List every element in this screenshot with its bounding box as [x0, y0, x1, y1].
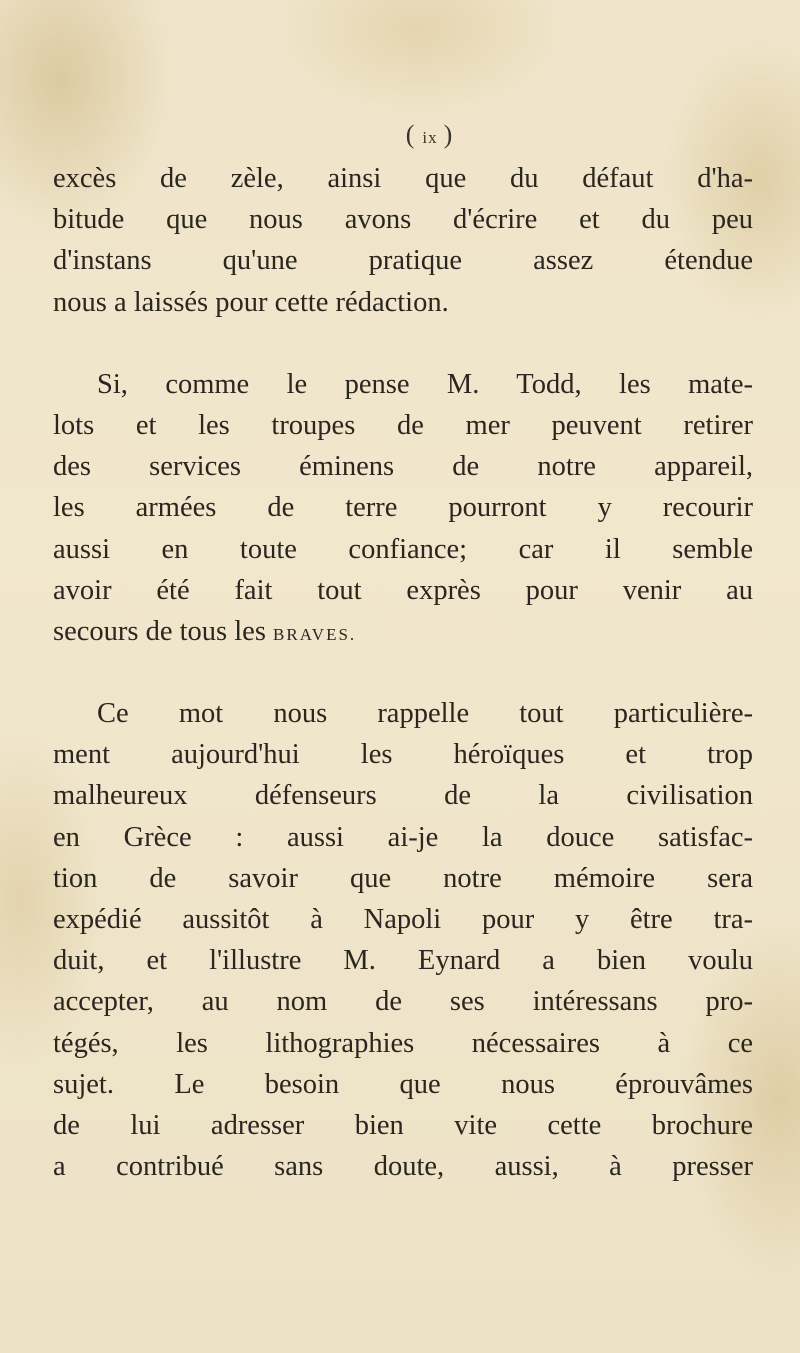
text-line: les armées de terre pourront y recourir — [53, 492, 753, 524]
text-line: des services éminens de notre appareil, — [53, 451, 753, 483]
text-line: bitude que nous avons d'écrire et du peu — [53, 204, 753, 236]
text-line — [53, 611, 753, 652]
text-line: en Grèce : aussi ai-je la douce satisfac- — [53, 821, 753, 853]
text-line: Ce mot nous rappelle tout particulière- — [97, 698, 753, 730]
text-line: ment aujourd'hui les héroïques et trop — [53, 739, 753, 771]
page-number-close-paren: ) — [443, 120, 455, 149]
body-text — [53, 158, 753, 1187]
text-line: a contribué sans doute, aussi, à presser — [53, 1151, 753, 1183]
text-line: malheureux défenseurs de la civilisation — [53, 780, 753, 812]
paragraph-1 — [53, 158, 753, 323]
text-line: aussi en toute confiance; car il semble — [53, 533, 753, 565]
text-line: duit, et l'illustre M. Eynard a bien voulu — [53, 945, 753, 977]
text-line: expédié aussitôt à Napoli pour y être tra- — [53, 904, 753, 935]
page-number-roman: ix — [422, 128, 438, 147]
text-line: d'instans qu'une pratique assez étendue — [53, 245, 753, 277]
text-line: accepter, au nom de ses intéressans pro- — [53, 986, 753, 1018]
text-line: nous a laissés pour cette rédaction. — [53, 286, 449, 318]
text-line: tégés, les lithographies nécessaires à ce — [53, 1027, 753, 1059]
text-line: tion de savoir que notre mémoire sera — [53, 862, 753, 894]
text-line: de lui adresser bien vite cette brochure — [53, 1109, 753, 1141]
paragraph-2 — [53, 364, 753, 652]
text-line: excès de zèle, ainsi que du défaut d'ha- — [53, 163, 753, 194]
page-number-open-paren: ( — [405, 120, 417, 149]
text-line: sujet. Le besoin que nous éprouvâmes — [53, 1068, 753, 1100]
text-line-prefix: secours de tous les — [53, 615, 274, 647]
paragraph-3 — [53, 693, 753, 1187]
text-line: lots et les troupes de mer peuvent retirer — [53, 409, 753, 441]
text-line: Si, comme le pense M. Todd, les mate- — [97, 368, 753, 400]
smallcaps-word: BRAVES. — [273, 624, 357, 644]
page-number — [0, 120, 800, 150]
text-line: avoir été fait tout exprès pour venir au — [53, 574, 753, 606]
